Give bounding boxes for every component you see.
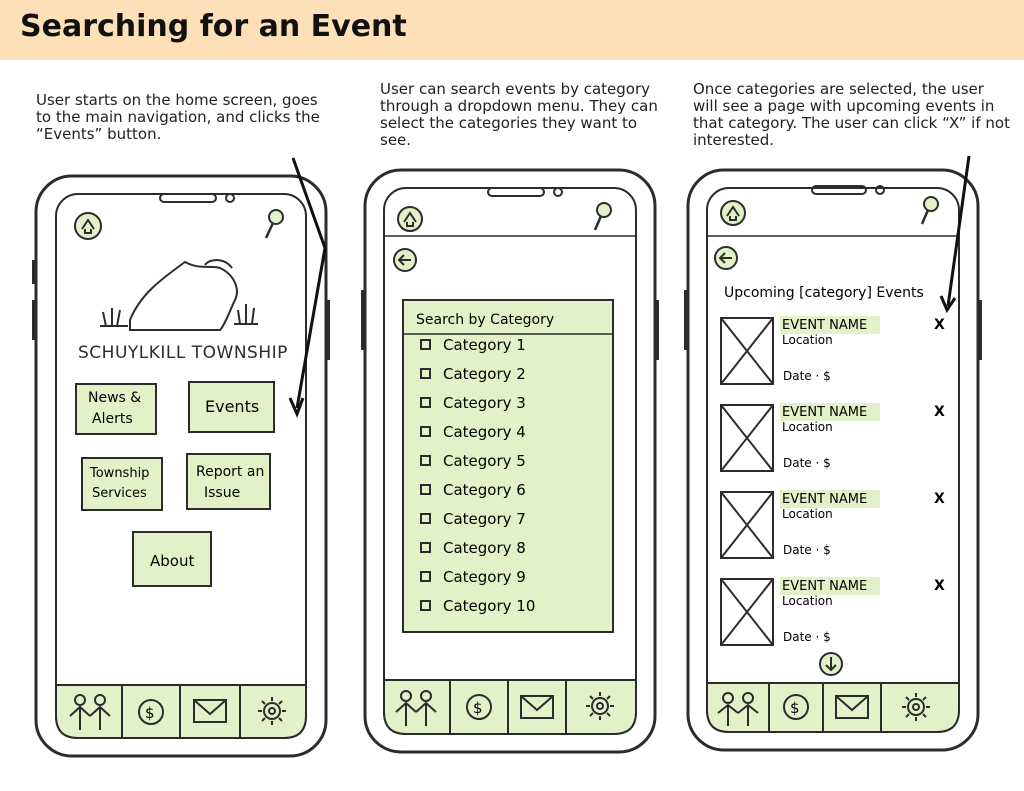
- news-alerts-button[interactable]: [76, 384, 156, 434]
- tab-bar: [56, 685, 306, 738]
- events-button[interactable]: [189, 382, 274, 432]
- category-label: Category 10: [443, 597, 536, 615]
- event-location: Location: [782, 333, 833, 347]
- home-icon[interactable]: [75, 213, 101, 239]
- category-label: Category 3: [443, 394, 526, 412]
- township-services-button[interactable]: [82, 458, 162, 510]
- back-arrow-icon[interactable]: [715, 247, 737, 269]
- back-arrow-icon[interactable]: [394, 249, 416, 271]
- dropdown-title: Search by Category: [416, 312, 555, 328]
- svg-text:Alerts: Alerts: [92, 411, 133, 427]
- tab-bar: [384, 680, 636, 734]
- tab-bar: [707, 683, 959, 732]
- svg-text:$: $: [790, 699, 800, 717]
- event-date-price: Date · $: [783, 369, 831, 383]
- event-date-price: Date · $: [783, 543, 831, 557]
- svg-text:Events: Events: [205, 397, 260, 416]
- svg-text:Issue: Issue: [204, 485, 241, 501]
- event-name: EVENT NAME: [782, 579, 868, 594]
- phone-upcoming-events: [684, 170, 982, 750]
- svg-text:Services: Services: [92, 486, 147, 501]
- caption-step-2: User can search events by category through a dropdown menu. They can select the categories they want to see.: [380, 80, 658, 149]
- event-date-price: Date · $: [783, 456, 831, 470]
- scroll-down-icon[interactable]: [820, 653, 842, 675]
- svg-text:News &: News &: [88, 390, 142, 406]
- dismiss-x-icon[interactable]: X: [934, 317, 945, 333]
- svg-text:About: About: [150, 552, 195, 570]
- report-issue-button[interactable]: [187, 454, 270, 509]
- event-name: EVENT NAME: [782, 405, 868, 420]
- event-location: Location: [782, 594, 833, 608]
- svg-text:$: $: [145, 704, 155, 722]
- dismiss-x-icon[interactable]: X: [934, 578, 945, 594]
- caption-step-3: Once categories are selected, the user will see a page with upcoming events in that category. The user can click “X” if not interested.: [693, 80, 1010, 149]
- svg-text:$: $: [473, 699, 483, 717]
- home-icon[interactable]: [398, 207, 422, 231]
- category-label: Category 4: [443, 423, 526, 441]
- dismiss-x-icon[interactable]: X: [934, 491, 945, 507]
- category-label: Category 7: [443, 510, 526, 528]
- logo-text: SCHUYLKILL TOWNSHIP: [78, 343, 288, 363]
- phone-home-screen: [32, 176, 330, 756]
- dismiss-x-icon[interactable]: X: [934, 404, 945, 420]
- event-location: Location: [782, 507, 833, 521]
- category-label: Category 9: [443, 568, 526, 586]
- event-name: EVENT NAME: [782, 318, 868, 333]
- event-name: EVENT NAME: [782, 492, 868, 507]
- about-button[interactable]: [133, 532, 211, 586]
- category-label: Category 6: [443, 481, 526, 499]
- event-date-price: Date · $: [783, 630, 831, 644]
- phone-category-search: [361, 170, 659, 752]
- svg-text:Report an: Report an: [196, 464, 265, 480]
- svg-text:Township: Township: [90, 466, 150, 481]
- page-title: Searching for an Event: [20, 9, 407, 44]
- event-location: Location: [782, 420, 833, 434]
- caption-step-1: User starts on the home screen, goes to the main navigation, and clicks the “Events” button.: [36, 91, 320, 143]
- home-icon[interactable]: [721, 201, 745, 225]
- category-label: Category 1: [443, 336, 526, 354]
- category-label: Category 8: [443, 539, 526, 557]
- events-heading: Upcoming [category] Events: [724, 285, 924, 301]
- category-label: Category 5: [443, 452, 526, 470]
- category-label: Category 2: [443, 365, 526, 383]
